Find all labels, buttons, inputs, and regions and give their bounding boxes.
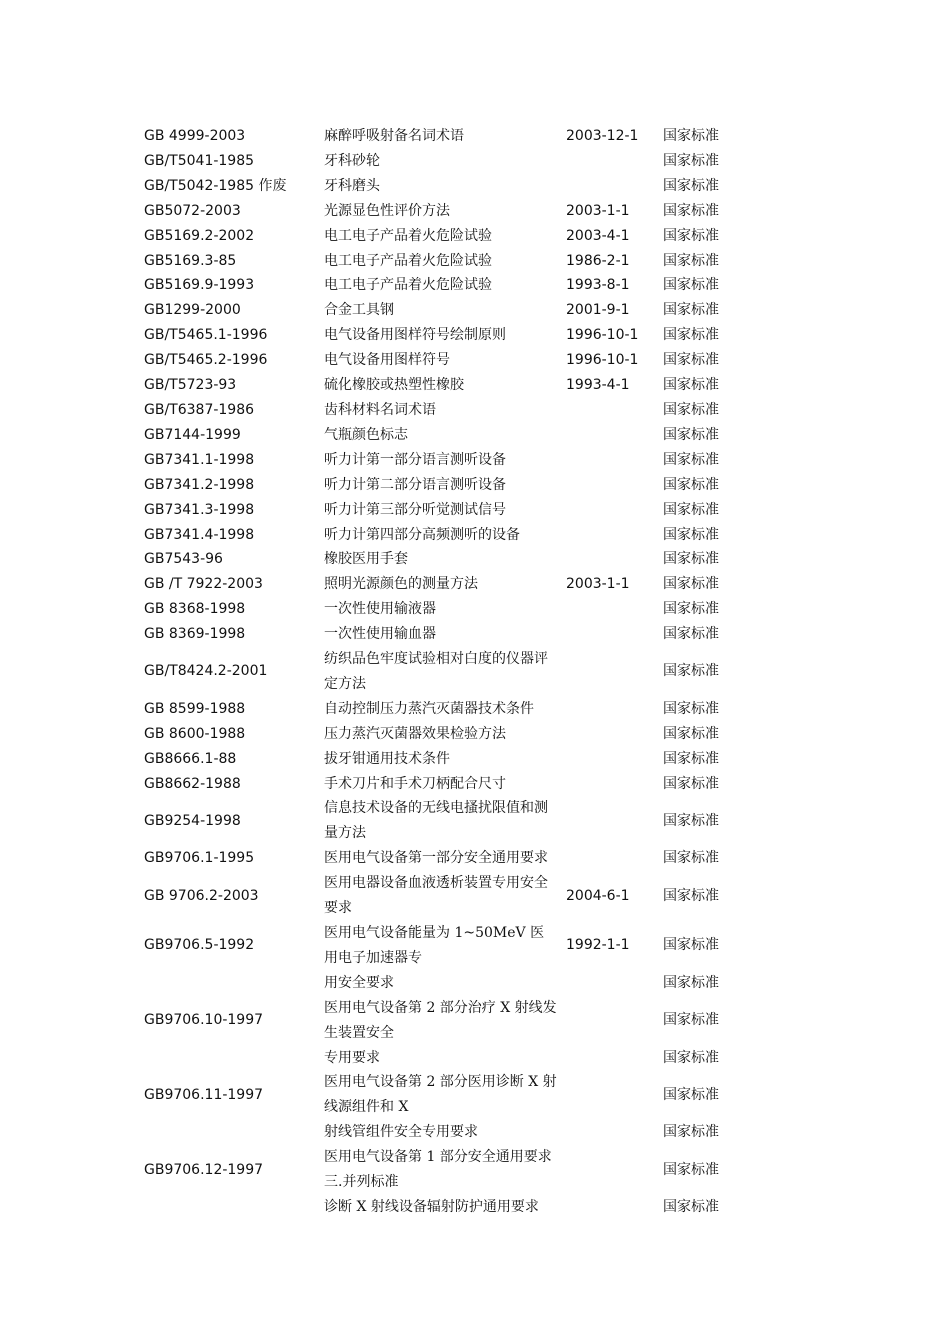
standard-name: 手术刀片和手术刀柄配合尺寸 — [324, 775, 506, 792]
standard-type: 国家标准 — [663, 152, 719, 169]
table-row — [140, 921, 739, 971]
standard-type: 国家标准 — [663, 327, 719, 344]
standard-name: 听力计第三部分听觉测试信号 — [324, 501, 506, 518]
standard-name: 医用电器设备血液透析装置专用安全要求 — [324, 875, 548, 917]
table-row — [140, 348, 739, 373]
table-row — [140, 697, 739, 722]
effective-date — [562, 547, 659, 572]
standard-name: 气瓶颜色标志 — [324, 426, 408, 443]
effective-date — [562, 697, 659, 722]
standard-code: GB7341.4-1998 — [144, 526, 255, 543]
standard-type: 国家标准 — [663, 1086, 719, 1103]
standard-name: 照明光源颜色的测量方法 — [324, 576, 478, 593]
effective-date — [562, 1195, 659, 1220]
standard-code: GB1299-2000 — [144, 302, 241, 319]
table-row — [140, 772, 739, 797]
standard-code: GB9706.10-1997 — [144, 1012, 264, 1029]
standard-code: GB/T8424.2-2001 — [144, 663, 268, 680]
standard-type: 国家标准 — [663, 725, 719, 742]
standard-code: GB9254-1998 — [144, 812, 241, 829]
table-row — [140, 597, 739, 622]
standard-type: 国家标准 — [663, 750, 719, 767]
table-row — [140, 523, 739, 548]
standards-table — [140, 124, 739, 1220]
standard-code: GB7543-96 — [144, 551, 223, 568]
table-row — [140, 722, 739, 747]
standard-name: 听力计第四部分高频测听的设备 — [324, 526, 520, 543]
standard-name: 齿科材料名词术语 — [324, 401, 436, 418]
standard-type: 国家标准 — [663, 974, 719, 991]
standard-type: 国家标准 — [663, 227, 719, 244]
standard-code: GB9706.12-1997 — [144, 1161, 264, 1178]
standard-code: GB7341.3-1998 — [144, 501, 255, 518]
standard-code: GB/T5042-1985 作废 — [144, 177, 287, 194]
standard-type: 国家标准 — [663, 426, 719, 443]
standard-code — [140, 1046, 320, 1071]
effective-date — [562, 1120, 659, 1145]
standard-name: 纺织品色牢度试验相对白度的仪器评定方法 — [324, 651, 548, 692]
table-row — [140, 323, 739, 348]
standard-code: GB 8600-1988 — [144, 725, 246, 742]
standard-name: 一次性使用输血器 — [324, 626, 436, 643]
standard-type: 国家标准 — [663, 1012, 719, 1029]
standard-code: GB9706.1-1995 — [144, 850, 255, 867]
standard-code: GB/T6387-1986 — [144, 401, 255, 418]
table-row — [140, 423, 739, 448]
standard-name: 诊断 X 射线设备辐射防护通用要求 — [324, 1198, 539, 1215]
standard-name: 麻醉呼吸射备名词术语 — [324, 128, 464, 144]
table-row — [140, 572, 739, 597]
table-row — [140, 199, 739, 224]
effective-date — [562, 423, 659, 448]
standard-code: GB8666.1-88 — [144, 750, 237, 767]
effective-date — [562, 498, 659, 523]
standard-code: GB 8368-1998 — [144, 601, 246, 618]
standard-code: GB5072-2003 — [144, 202, 241, 219]
effective-date: 2004-6-1 — [566, 887, 630, 904]
standard-name: 牙科砂轮 — [324, 152, 380, 169]
standard-type: 国家标准 — [663, 551, 719, 568]
standard-name: 光源显色性评价方法 — [324, 202, 450, 219]
standard-type: 国家标准 — [663, 1124, 719, 1141]
standard-type: 国家标准 — [663, 277, 719, 294]
standard-name: 硫化橡胶或热塑性橡胶 — [324, 377, 464, 394]
standard-type: 国家标准 — [663, 377, 719, 394]
standard-type: 国家标准 — [663, 700, 719, 717]
standard-code: GB7341.1-1998 — [144, 451, 255, 468]
standard-name: 医用电气设备第一部分安全通用要求 — [324, 850, 548, 867]
standard-code: GB9706.11-1997 — [144, 1086, 264, 1103]
effective-date — [562, 772, 659, 797]
table-row — [140, 149, 739, 174]
table-row — [140, 398, 739, 423]
effective-date — [562, 149, 659, 174]
effective-date: 2001-9-1 — [566, 302, 630, 319]
standard-code: GB5169.9-1993 — [144, 277, 255, 294]
standard-type: 国家标准 — [663, 576, 719, 593]
table-row — [140, 871, 739, 921]
standard-name: 医用电气设备第 2 部分医用诊断 X 射线源组件和 X — [324, 1074, 557, 1116]
effective-date: 1986-2-1 — [566, 252, 630, 269]
standard-type: 国家标准 — [663, 937, 719, 954]
table-row — [140, 647, 739, 697]
effective-date — [562, 1145, 659, 1195]
standard-code: GB 9706.2-2003 — [144, 887, 259, 904]
table-row — [140, 224, 739, 249]
standard-name: 橡胶医用手套 — [324, 551, 408, 568]
standard-code: GB /T 7922-2003 — [144, 576, 263, 593]
effective-date — [562, 622, 659, 647]
standard-code — [140, 1195, 320, 1220]
standard-type: 国家标准 — [663, 1198, 719, 1215]
standard-name: 听力计第一部分语言测听设备 — [324, 451, 506, 468]
table-row — [140, 273, 739, 298]
standard-type: 国家标准 — [663, 202, 719, 219]
standard-type: 国家标准 — [663, 887, 719, 904]
effective-date — [562, 398, 659, 423]
effective-date — [562, 448, 659, 473]
effective-date — [562, 996, 659, 1046]
effective-date — [562, 174, 659, 199]
standard-name: 信息技术设备的无线电搔扰限值和测量方法 — [324, 800, 548, 842]
standard-type: 国家标准 — [663, 302, 719, 319]
standard-type: 国家标准 — [663, 501, 719, 518]
effective-date: 2003-1-1 — [566, 576, 630, 593]
table-row — [140, 174, 739, 199]
standard-type: 国家标准 — [663, 128, 719, 144]
standard-type: 国家标准 — [663, 663, 719, 680]
effective-date — [562, 597, 659, 622]
table-row — [140, 1145, 739, 1195]
effective-date: 1993-8-1 — [566, 277, 630, 294]
table-row — [140, 1046, 739, 1071]
standard-code: GB7144-1999 — [144, 426, 241, 443]
standard-code: GB/T5723-93 — [144, 377, 237, 394]
standard-type: 国家标准 — [663, 626, 719, 643]
effective-date: 2003-4-1 — [566, 227, 630, 244]
effective-date: 1992-1-1 — [566, 937, 630, 954]
standard-code: GB/T5465.2-1996 — [144, 352, 268, 369]
standard-name: 专用要求 — [324, 1049, 380, 1066]
effective-date — [562, 1070, 659, 1120]
standard-type: 国家标准 — [663, 451, 719, 468]
standard-name: 射线管组件安全专用要求 — [324, 1124, 478, 1141]
table-row — [140, 1120, 739, 1145]
table-row — [140, 996, 739, 1046]
standard-type: 国家标准 — [663, 526, 719, 543]
standard-code: GB/T5465.1-1996 — [144, 327, 268, 344]
table-row — [140, 547, 739, 572]
standard-name: 医用电气设备第 2 部分治疗 X 射线发生装置安全 — [324, 999, 557, 1041]
table-row — [140, 448, 739, 473]
standard-name: 自动控制压力蒸汽灭菌器技术条件 — [324, 700, 534, 717]
standard-code: GB5169.2-2002 — [144, 227, 255, 244]
standard-name: 牙科磨头 — [324, 177, 380, 194]
standard-code: GB9706.5-1992 — [144, 937, 255, 954]
effective-date — [562, 722, 659, 747]
standard-code: GB5169.3-85 — [144, 252, 237, 269]
effective-date: 1996-10-1 — [566, 327, 639, 344]
standard-name: 电气设备用图样符号绘制原则 — [324, 327, 506, 344]
table-row — [140, 971, 739, 996]
standard-name: 电气设备用图样符号 — [324, 352, 450, 369]
effective-date — [562, 796, 659, 846]
standard-name: 用安全要求 — [324, 974, 394, 991]
table-row — [140, 747, 739, 772]
standard-type: 国家标准 — [663, 1049, 719, 1066]
standard-code: GB/T5041-1985 — [144, 152, 255, 169]
standard-name: 医用电气设备能量为 1~50MeV 医用电子加速器专 — [324, 925, 545, 966]
standard-name: 听力计第二部分语言测听设备 — [324, 476, 506, 493]
standard-type: 国家标准 — [663, 812, 719, 829]
effective-date — [562, 523, 659, 548]
standard-type: 国家标准 — [663, 252, 719, 269]
standard-code: GB7341.2-1998 — [144, 476, 255, 493]
standard-type: 国家标准 — [663, 177, 719, 194]
effective-date — [562, 1046, 659, 1071]
effective-date — [562, 647, 659, 697]
effective-date: 2003-12-1 — [566, 128, 639, 144]
effective-date — [562, 846, 659, 871]
standard-name: 一次性使用输液器 — [324, 601, 436, 618]
table-row — [140, 298, 739, 323]
standard-type: 国家标准 — [663, 401, 719, 418]
effective-date — [562, 971, 659, 996]
standard-name: 医用电气设备第 1 部分安全通用要求三.并列标准 — [324, 1149, 552, 1191]
standard-type: 国家标准 — [663, 775, 719, 792]
standard-name: 电工电子产品着火危险试验 — [324, 227, 492, 244]
standard-type: 国家标准 — [663, 476, 719, 493]
standard-code: GB 8599-1988 — [144, 700, 246, 717]
effective-date — [562, 747, 659, 772]
standard-type: 国家标准 — [663, 850, 719, 867]
standard-name: 压力蒸汽灭菌器效果检验方法 — [324, 725, 506, 742]
effective-date — [562, 473, 659, 498]
standard-name: 拔牙钳通用技术条件 — [324, 750, 450, 767]
standard-code: GB 4999-2003 — [144, 128, 246, 144]
standard-type: 国家标准 — [663, 352, 719, 369]
standard-code — [140, 1120, 320, 1145]
effective-date: 2003-1-1 — [566, 202, 630, 219]
standard-name: 合金工具钢 — [324, 302, 394, 319]
standard-type: 国家标准 — [663, 601, 719, 618]
table-row — [140, 846, 739, 871]
table-row — [140, 124, 739, 149]
table-row — [140, 1070, 739, 1120]
table-row — [140, 373, 739, 398]
standard-type: 国家标准 — [663, 1161, 719, 1178]
standards-table-body — [140, 124, 739, 1220]
effective-date: 1996-10-1 — [566, 352, 639, 369]
table-row — [140, 622, 739, 647]
table-row — [140, 473, 739, 498]
standard-code: GB8662-1988 — [144, 775, 241, 792]
standard-code — [140, 971, 320, 996]
standard-name: 电工电子产品着火危险试验 — [324, 277, 492, 294]
effective-date: 1993-4-1 — [566, 377, 630, 394]
table-row — [140, 796, 739, 846]
standard-code: GB 8369-1998 — [144, 626, 246, 643]
table-row — [140, 498, 739, 523]
table-row — [140, 1195, 739, 1220]
table-row — [140, 249, 739, 274]
standard-name: 电工电子产品着火危险试验 — [324, 252, 492, 269]
